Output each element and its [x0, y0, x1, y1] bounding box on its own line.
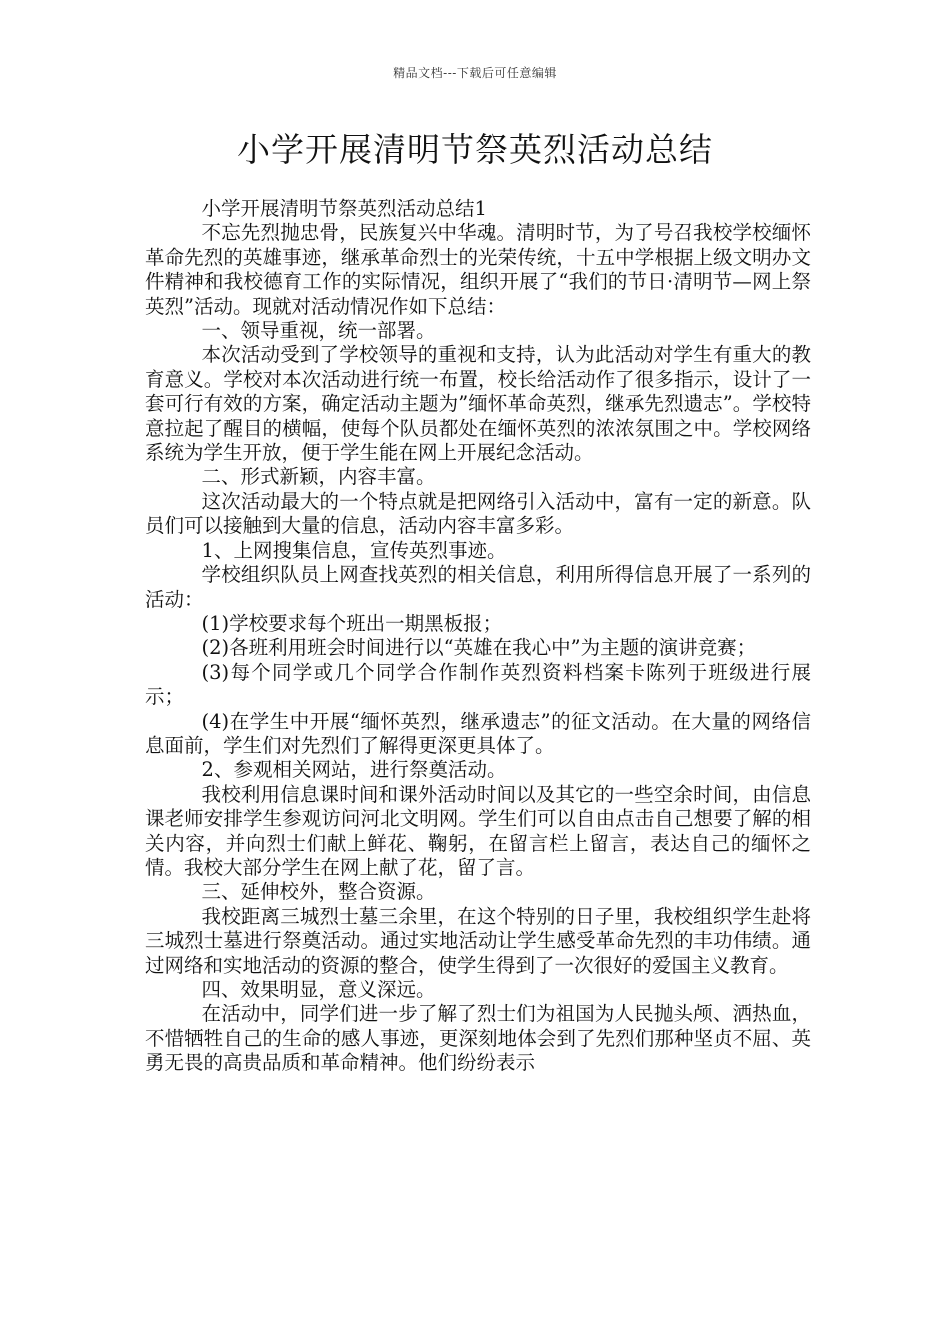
section-heading-3: 三、延伸校外，整合资源。 — [201, 880, 436, 904]
list-item: (4)在学生中开展“缅怀英烈，继承遗志”的征文活动。在大量的网络信息面前，学生们对先烈们了解得更深更具体了。 — [145, 709, 811, 757]
section-heading-1: 一、领导重视，统一部署。 — [201, 319, 436, 343]
paragraph-intro: 不忘先烈抛忠骨，民族复兴中华魂。清明时节，为了号召我校学校缅怀革命先烈的英雄事迹，继承革命烈士的光荣传统，十五中学根据上级文明办文件精神和我校德育工作的实际情况，组织开展了“我们的节日·清明节—网上祭英烈”活动。现就对活动情况作如下总结： — [145, 221, 811, 318]
paragraph: 这次活动最大的一个特点就是把网络引入活动中，富有一定的新意。队员们可以接触到大量的信息，活动内容丰富多彩。 — [145, 489, 811, 538]
subsection-heading-1: 1、上网搜集信息，宣传英烈事迹。 — [201, 538, 507, 562]
subsection-heading-2: 2、参观相关网站，进行祭奠活动。 — [201, 758, 507, 782]
list-item: (3)每个同学或几个同学合作制作英烈资料档案卡陈列于班级进行展示； — [145, 660, 811, 709]
list-item: (1)学校要求每个班出一期黑板报； — [201, 611, 503, 635]
paragraph-subtitle: 小学开展清明节祭英烈活动总结1 — [201, 197, 487, 220]
document-title: 小学开展清明节祭英烈活动总结 — [237, 130, 713, 169]
section-heading-2: 二、形式新颖，内容丰富。 — [201, 465, 436, 489]
section-heading-4: 四、效果明显，意义深远。 — [201, 978, 436, 1001]
header-note: 精品文档---下载后可任意编辑 — [393, 66, 557, 80]
document-body — [145, 197, 811, 1076]
paragraph: 在活动中，同学们进一步了解了烈士们为祖国为人民抛头颅、洒热血，不惜牺牲自己的生命的感人事迹，更深刻地体会到了先烈们那种坚贞不屈、英勇无畏的高贵品质和革命精神。他们纷纷表示 — [145, 1002, 811, 1075]
paragraph: 我校距离三城烈士墓三余里，在这个特别的日子里，我校组织学生赴将三城烈士墓进行祭奠活动。通过实地活动让学生感受革命先烈的丰功伟绩。通过网络和实地活动的资源的整合，使学生得到了一次很好的爱国主义教育。 — [145, 904, 811, 977]
paragraph: 学校组织队员上网查找英烈的相关信息，利用所得信息开展了一系列的活动： — [145, 563, 811, 611]
list-item: (2)各班利用班会时间进行以“英雄在我心中”为主题的演讲竞赛； — [201, 636, 757, 660]
paragraph: 本次活动受到了学校领导的重视和支持，认为此活动对学生有重大的教育意义。学校对本次活动进行统一布置，校长给活动作了很多指示，设计了一套可行有效的方案，确定活动主题为”缅怀革命英烈，继承先烈遗志”。学校特意拉起了醒目的横幅，使每个队员都处在缅怀英烈的浓浓氛围之中。学校网络系统为学生开放，便于学生能在网上开展纪念活动。 — [145, 343, 811, 465]
paragraph: 我校利用信息课时间和课外活动时间以及其它的一些空余时间，由信息课老师安排学生参观访问河北文明网。学生们可以自由点击自己想要了解的相关内容，并向烈士们献上鲜花、鞠躬，在留言栏上留言，表达自己的缅怀之情。我校大部分学生在网上献了花，留了言。 — [145, 782, 811, 879]
